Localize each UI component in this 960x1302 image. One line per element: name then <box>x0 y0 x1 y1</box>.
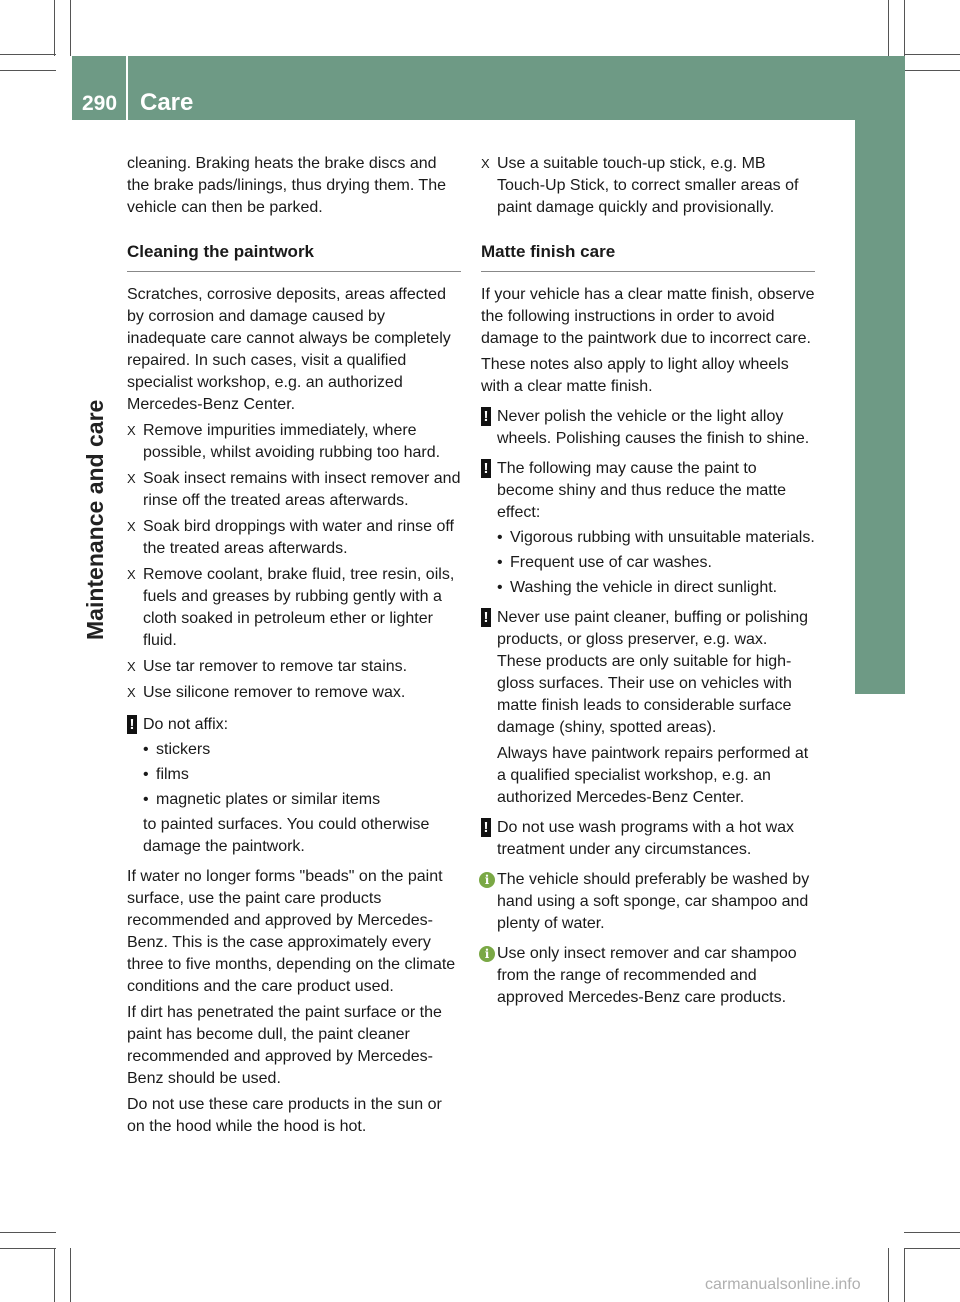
paragraph: If water no longer forms "beads" on the paint surface, use the paint care products recommended and approved by Mercedes-Benz. This is the case approximately every three to five months, depending on the climate conditions and the care product used. <box>127 868 456 995</box>
warning-note <box>481 406 815 450</box>
warning-icon: ! <box>481 818 491 837</box>
note-title: Do not affix: <box>143 716 229 733</box>
bullet-text: Frequent use of car washes. <box>510 554 712 571</box>
list-item <box>127 656 461 678</box>
note-text: The following may cause the paint to become shiny and thus reduce the matte effect: <box>497 460 787 521</box>
list-item <box>127 468 461 512</box>
section-heading: Cleaning the paintwork <box>127 241 461 272</box>
crop-mark <box>904 1248 905 1302</box>
info-icon: i <box>479 872 495 888</box>
step-text: Use silicone remover to remove wax. <box>143 684 406 701</box>
crop-mark <box>904 1248 960 1249</box>
step-text: Use tar remover to remove tar stains. <box>143 658 408 675</box>
bullet-item <box>143 739 461 761</box>
page-number: 290 <box>82 92 118 115</box>
bullet-text: films <box>156 766 189 783</box>
section-heading: Matte finish care <box>481 241 815 272</box>
list-item <box>127 516 461 560</box>
info-text: The vehicle should preferably be washed by hand using a soft sponge, car shampoo and plenty of water. <box>497 871 810 932</box>
section-title: Care <box>140 89 194 116</box>
list-item <box>127 682 461 704</box>
warning-icon: ! <box>481 459 491 478</box>
watermark: carmanualsonline.info <box>705 1276 861 1293</box>
warning-icon: ! <box>481 407 491 426</box>
bullet-text: stickers <box>156 741 211 758</box>
note-text: Do not use wash programs with a hot wax treatment under any circumstances. <box>497 819 795 858</box>
bullet-item <box>497 527 815 549</box>
crop-mark <box>904 1232 960 1233</box>
bullet-item <box>497 577 815 599</box>
crop-mark <box>70 1248 71 1302</box>
bullet-item <box>143 764 461 786</box>
step-text: Use a suitable touch-up stick, e.g. MB Touch-Up Stick, to correct smaller areas of paint damage quickly and provisionally. <box>497 155 799 216</box>
crop-mark <box>904 0 905 56</box>
bullet-icon: • <box>497 579 503 596</box>
bullet-text: magnetic plates or similar items <box>156 791 381 808</box>
crop-mark <box>0 1248 56 1249</box>
step-text: Soak bird droppings with water and rinse off the treated areas afterwards. <box>143 518 454 557</box>
side-tab-label: Maintenance and care <box>82 399 108 640</box>
step-marker-icon: X <box>127 685 136 700</box>
step-marker-icon: X <box>127 471 136 486</box>
header-bar <box>72 56 905 120</box>
paragraph: cleaning. Braking heats the brake discs and the brake pads/linings, thus drying them. The vehicle can then be parked. <box>127 155 446 216</box>
paragraph: Scratches, corrosive deposits, areas affected by corrosion and damage caused by inadequate care cannot always be completely repaired. In such cases, visit a qualified specialist workshop, e.g. an authorized Mercedes-Benz Center. <box>127 286 451 413</box>
note-text: Never use paint cleaner, buffing or polishing products, or gloss preserver, e.g. wax. These products are only suitable for high-gloss surfaces. Their use on vehicles with matte finish leads to considerable surface damage (shiny, spotted areas). <box>497 609 809 736</box>
step-text: Soak insect remains with insect remover and rinse off the treated areas afterwards. <box>143 470 461 509</box>
list-item <box>127 564 461 652</box>
step-text: Remove impurities immediately, where possible, whilst avoiding rubbing too hard. <box>143 422 441 461</box>
info-note <box>481 869 815 935</box>
crop-mark <box>54 1248 55 1302</box>
warning-note <box>481 817 815 861</box>
bullet-icon: • <box>497 529 503 546</box>
step-marker-icon: X <box>127 659 136 674</box>
crop-mark <box>888 1248 889 1302</box>
list-item <box>127 420 461 464</box>
crop-mark <box>0 1232 56 1233</box>
step-marker-icon: X <box>127 567 136 582</box>
step-marker-icon: X <box>481 156 490 171</box>
list-item <box>481 153 815 219</box>
bullet-icon: • <box>143 791 149 808</box>
crop-mark <box>888 0 889 56</box>
step-marker-icon: X <box>127 423 136 438</box>
warning-note <box>481 607 815 809</box>
paragraph: If dirt has penetrated the paint surface or the paint has become dull, the paint cleaner recommended and approved by Mercedes-Benz should be used. <box>127 1004 442 1087</box>
warning-icon: ! <box>127 715 137 734</box>
note-tail: to painted surfaces. You could otherwise damage the paintwork. <box>143 816 430 855</box>
warning-icon: ! <box>481 608 491 627</box>
crop-mark <box>0 70 56 71</box>
bullet-text: Vigorous rubbing with unsuitable materials. <box>510 529 815 546</box>
step-marker-icon: X <box>127 519 136 534</box>
left-column <box>127 153 461 1142</box>
bullet-text: Washing the vehicle in direct sunlight. <box>510 579 778 596</box>
crop-mark <box>54 0 55 56</box>
paragraph: If your vehicle has a clear matte finish, observe the following instructions in order to avoid damage to the paintwork due to incorrect care. <box>481 286 815 347</box>
paragraph: These notes also apply to light alloy wheels with a clear matte finish. <box>481 356 789 395</box>
note-text: Always have paintwork repairs performed at a qualified specialist workshop, e.g. an authorized Mercedes-Benz Center. <box>497 745 809 806</box>
bullet-icon: • <box>497 554 503 571</box>
paragraph: Do not use these care products in the sun or on the hood while the hood is hot. <box>127 1096 442 1135</box>
warning-note <box>481 458 815 599</box>
crop-mark <box>70 0 71 56</box>
bullet-icon: • <box>143 766 149 783</box>
crop-mark <box>904 70 960 71</box>
note-text: Never polish the vehicle or the light alloy wheels. Polishing causes the finish to shine. <box>497 408 810 447</box>
crop-mark <box>0 54 56 55</box>
step-text: Remove coolant, brake fluid, tree resin, oils, fuels and greases by rubbing gently with a cloth soaked in petroleum ether or lighter fluid. <box>143 566 455 649</box>
warning-note <box>127 714 461 858</box>
bullet-item <box>143 789 461 811</box>
right-column <box>481 153 815 1017</box>
bullet-icon: • <box>143 741 149 758</box>
crop-mark <box>904 54 960 55</box>
bullet-item <box>497 552 815 574</box>
side-tab <box>855 120 905 694</box>
info-text: Use only insect remover and car shampoo from the range of recommended and approved Mercedes-Benz care products. <box>497 945 797 1006</box>
info-icon: i <box>479 946 495 962</box>
header-divider <box>126 56 128 120</box>
info-note <box>481 943 815 1009</box>
